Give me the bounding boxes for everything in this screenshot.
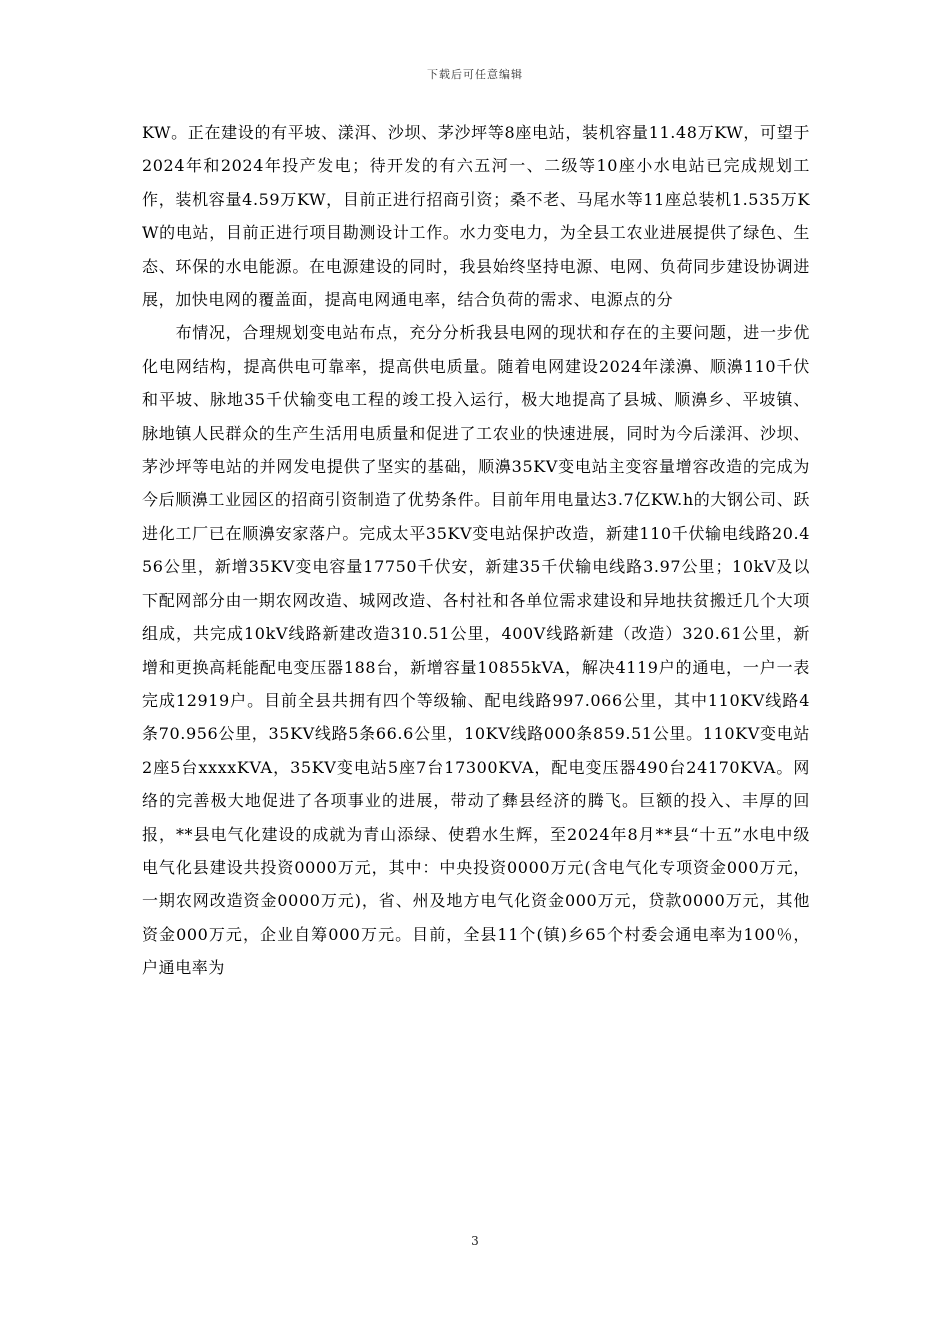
page-header: 下载后可任意编辑 — [427, 68, 523, 81]
paragraph-continued: KW。正在建设的有平坡、漾洱、沙坝、茅沙坪等8座电站，装机容量11.48万KW，可望于2024年和2024年投产发电；待开发的有六五河一、二级等10座小水电站已完成规划工作，装机容量4.59万KW，目前正进行招商引资；桑不老、马尾水等11座总装机1.535万KW的电站，目前正进行项目勘测设计工作。水力变电力，为全县工农业进展提供了绿色、生态、环保的水电能源。在电源建设的同时，我县始终坚持电源、电网、负荷同步建设协调进展，加快电网的覆盖面，提高电网通电率，结合负荷的需求、电源点的分 — [142, 123, 810, 310]
paragraph: 布情况，合理规划变电站布点，充分分析我县电网的现状和存在的主要问题，进一步优化电网结构，提高供电可靠率，提高供电质量。随着电网建设2024年漾濞、顺濞110千伏和平坡、脉地35千伏输变电工程的竣工投入运行，极大地提高了县城、顺濞乡、平坡镇、脉地镇人民群众的生产生活用电质量和促进了工农业的快速进展，同时为今后漾洱、沙坝、茅沙坪等电站的并网发电提供了坚实的基础，顺濞35KV变电站主变容量增容改造的完成为今后顺濞工业园区的招商引资制造了优势条件。目前年用电量达3.7亿KW.h的大钢公司、跃进化工厂已在顺濞安家落户。完成太平35KV变电站保护改造，新建110千伏输电线路20.456公里，新增35KV变电容量17750千伏安，新建35千伏输电线路3.97公里；10kV及以下配网部分由一期农网改造、城网改造、各村社和各单位需求建设和异地扶贫搬迁几个大项组成，共完成10kV线路新建改造310.51公里，400V线路新建（改造）320.61公里，新增和更换高耗能配电变压器188台，新增容量10855kVA，解决4119户的通电，一户一表完成12919户。目前全县共拥有四个等级输、配电线路997.066公里，其中110KV线路4条70.956公里，35KV线路5条66.6公里，10KV线路000条859.51公里。110KV变电站2座5台xxxxKVA，35KV变电站5座7台17300KVA，配电变压器490台24170KVA。网络的完善极大地促进了各项事业的进展，带动了彝县经济的腾飞。巨额的投入、丰厚的回报，**县电气化建设的成就为青山添绿、使碧水生辉，至2024年8月**县“十五”水电中级电气化县建设共投资0000万元，其中：中央投资0000万元(含电气化专项资金000万元，一期农网改造资金0000万元)，省、州及地方电气化资金000万元，贷款0000万元，其他资金000万元，企业自筹000万元。目前，全县11个(镇)乡65个村委会通电率为100％，户通电率为 — [142, 323, 810, 978]
document-body — [142, 116, 810, 985]
page-number: 3 — [471, 1234, 479, 1248]
